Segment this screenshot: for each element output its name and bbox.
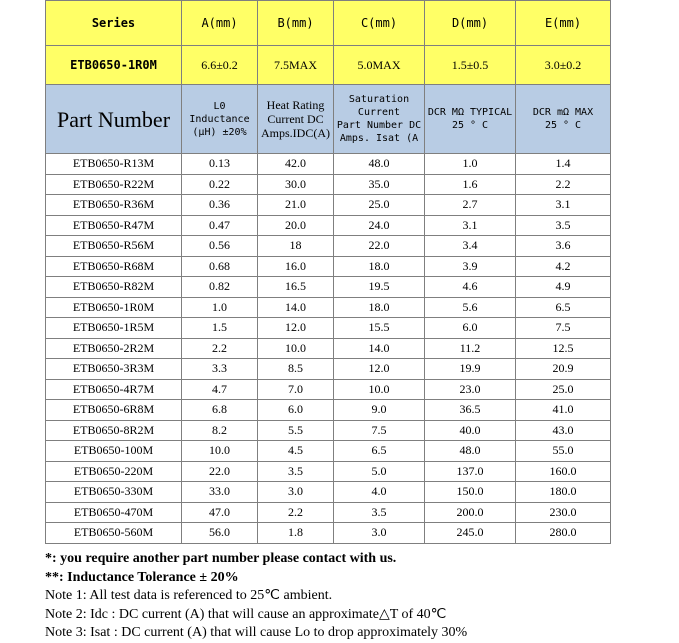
saturation-cell: 18.0 (334, 297, 425, 318)
heat-rating-cell: 3.0 (258, 482, 334, 503)
part-number-cell: ETB0650-1R0M (46, 297, 182, 318)
part-number-cell: ETB0650-6R8M (46, 400, 182, 421)
series-label: Series (46, 1, 182, 46)
inductance-cell: 3.3 (182, 359, 258, 380)
heat-rating-cell: 12.0 (258, 318, 334, 339)
dcr-max-cell: 3.1 (516, 195, 611, 216)
part-number-cell: ETB0650-4R7M (46, 379, 182, 400)
dcr-typical-cell: 23.0 (425, 379, 516, 400)
heat-rating-cell: 2.2 (258, 502, 334, 523)
parameter-header-row (46, 85, 611, 154)
dcr-typical-cell: 245.0 (425, 523, 516, 544)
saturation-cell: 9.0 (334, 400, 425, 421)
inductance-cell: 1.0 (182, 297, 258, 318)
table-row (46, 174, 611, 195)
series-part-number: ETB0650-1R0M (46, 46, 182, 85)
dcr-typical-header (425, 85, 516, 154)
dcr-typical-cell: 3.9 (425, 256, 516, 277)
heat-rating-cell: 14.0 (258, 297, 334, 318)
table-row (46, 338, 611, 359)
part-number-cell: ETB0650-R68M (46, 256, 182, 277)
dcr-typical-cell: 150.0 (425, 482, 516, 503)
part-number-cell: ETB0650-R82M (46, 277, 182, 298)
dcr-max-cell: 280.0 (516, 523, 611, 544)
heat-rating-header-line: Heat Rating (266, 98, 325, 112)
part-number-cell: ETB0650-3R3M (46, 359, 182, 380)
saturation-cell: 3.0 (334, 523, 425, 544)
part-number-cell: ETB0650-R47M (46, 215, 182, 236)
heat-rating-cell: 16.5 (258, 277, 334, 298)
note-2: Note 2: Idc : DC current (A) that will cause an approximate△T of 40℃ (45, 606, 447, 622)
part-number-cell: ETB0650-470M (46, 502, 182, 523)
saturation-cell: 48.0 (334, 154, 425, 175)
dcr-typical-cell: 6.0 (425, 318, 516, 339)
inductance-header-line: L0 (213, 100, 226, 112)
inductance-cell: 0.68 (182, 256, 258, 277)
inductance-cell: 8.2 (182, 420, 258, 441)
col-d-header: D(mm) (425, 1, 516, 46)
heat-rating-cell: 4.5 (258, 441, 334, 462)
dcr-max-cell: 20.9 (516, 359, 611, 380)
notes-section (45, 550, 467, 643)
heat-rating-cell: 42.0 (258, 154, 334, 175)
part-number-cell: ETB0650-100M (46, 441, 182, 462)
inductance-cell: 10.0 (182, 441, 258, 462)
part-number-cell: ETB0650-330M (46, 482, 182, 503)
inductance-header-line: Inductance (189, 113, 250, 125)
dcr-max-header-line: DCR mΩ MAX (532, 107, 594, 118)
part-number-cell: ETB0650-560M (46, 523, 182, 544)
dim-d-value: 1.5±0.5 (425, 46, 516, 85)
inductance-cell: 4.7 (182, 379, 258, 400)
table-row (46, 441, 611, 462)
heat-rating-cell: 6.0 (258, 400, 334, 421)
part-number-cell: ETB0650-220M (46, 461, 182, 482)
dcr-max-cell: 6.5 (516, 297, 611, 318)
table-row (46, 277, 611, 298)
inductance-cell: 47.0 (182, 502, 258, 523)
saturation-cell: 12.0 (334, 359, 425, 380)
dcr-max-cell: 41.0 (516, 400, 611, 421)
table-row (46, 400, 611, 421)
table-row (46, 502, 611, 523)
dcr-max-cell: 7.5 (516, 318, 611, 339)
dcr-typical-cell: 40.0 (425, 420, 516, 441)
table-row (46, 359, 611, 380)
dcr-max-cell: 55.0 (516, 441, 611, 462)
table-row (46, 318, 611, 339)
saturation-cell: 22.0 (334, 236, 425, 257)
dcr-max-header-line: 25 ° C (544, 120, 582, 131)
inductance-cell: 0.82 (182, 277, 258, 298)
dcr-typical-header-line: DCR MΩ TYPICAL (427, 107, 513, 118)
heat-rating-header-line: Current DC (267, 112, 324, 126)
heat-rating-cell: 3.5 (258, 461, 334, 482)
data-rows (46, 154, 611, 544)
heat-rating-cell: 18 (258, 236, 334, 257)
inductance-cell: 1.5 (182, 318, 258, 339)
inductance-cell: 0.36 (182, 195, 258, 216)
dcr-max-cell: 160.0 (516, 461, 611, 482)
heat-rating-cell: 10.0 (258, 338, 334, 359)
saturation-cell: 35.0 (334, 174, 425, 195)
spec-table (45, 0, 611, 544)
heat-rating-cell: 5.5 (258, 420, 334, 441)
table-row (46, 154, 611, 175)
heat-rating-cell: 20.0 (258, 215, 334, 236)
inductance-cell: 6.8 (182, 400, 258, 421)
dim-b-value: 7.5MAX (258, 46, 334, 85)
saturation-header (334, 85, 425, 154)
dimension-header-row (46, 1, 611, 46)
col-c-header: C(mm) (334, 1, 425, 46)
saturation-header-line: Current (357, 107, 401, 118)
part-number-cell: ETB0650-R13M (46, 154, 182, 175)
heat-rating-cell: 21.0 (258, 195, 334, 216)
saturation-cell: 18.0 (334, 256, 425, 277)
part-number-cell: ETB0650-R22M (46, 174, 182, 195)
dcr-typical-cell: 11.2 (425, 338, 516, 359)
dcr-max-cell: 25.0 (516, 379, 611, 400)
saturation-cell: 25.0 (334, 195, 425, 216)
saturation-header-line: Amps. Isat (A (339, 133, 419, 144)
heat-rating-cell: 30.0 (258, 174, 334, 195)
dcr-max-cell: 2.2 (516, 174, 611, 195)
table-row (46, 461, 611, 482)
saturation-cell: 10.0 (334, 379, 425, 400)
saturation-header-line: Part Number DC (336, 120, 422, 131)
saturation-cell: 6.5 (334, 441, 425, 462)
table-row (46, 256, 611, 277)
dcr-typical-cell: 19.9 (425, 359, 516, 380)
table-row (46, 195, 611, 216)
saturation-cell: 5.0 (334, 461, 425, 482)
note-3: Note 3: Isat : DC current (A) that will cause Lo to drop approximately 30% (45, 625, 468, 640)
inductance-cell: 0.56 (182, 236, 258, 257)
part-number-cell: ETB0650-1R5M (46, 318, 182, 339)
dcr-typical-cell: 3.4 (425, 236, 516, 257)
dim-c-value: 5.0MAX (334, 46, 425, 85)
part-number-cell: ETB0650-2R2M (46, 338, 182, 359)
dcr-max-cell: 230.0 (516, 502, 611, 523)
inductance-cell: 33.0 (182, 482, 258, 503)
dcr-max-header (516, 85, 611, 154)
saturation-cell: 15.5 (334, 318, 425, 339)
saturation-cell: 3.5 (334, 502, 425, 523)
part-number-header: Part Number (46, 85, 182, 154)
table-row (46, 379, 611, 400)
dcr-max-cell: 3.6 (516, 236, 611, 257)
note-tolerance: **: Inductance Tolerance ± 20% (45, 569, 239, 585)
col-b-header: B(mm) (258, 1, 334, 46)
dcr-max-cell: 43.0 (516, 420, 611, 441)
note-contact: *: you require another part number please contact with us. (45, 551, 397, 566)
dcr-typical-cell: 2.7 (425, 195, 516, 216)
inductance-cell: 2.2 (182, 338, 258, 359)
saturation-cell: 4.0 (334, 482, 425, 503)
dcr-typical-cell: 1.6 (425, 174, 516, 195)
saturation-cell: 14.0 (334, 338, 425, 359)
col-a-header: A(mm) (182, 1, 258, 46)
table-row (46, 236, 611, 257)
dcr-typical-cell: 4.6 (425, 277, 516, 298)
heat-rating-header-line: Amps.IDC(A) (261, 126, 330, 140)
dcr-typical-cell: 36.5 (425, 400, 516, 421)
part-number-cell: ETB0650-R36M (46, 195, 182, 216)
dcr-typical-cell: 1.0 (425, 154, 516, 175)
dcr-max-cell: 180.0 (516, 482, 611, 503)
saturation-cell: 24.0 (334, 215, 425, 236)
dcr-typical-header-line: 25 ° C (451, 120, 489, 131)
heat-rating-header (258, 85, 334, 154)
dcr-typical-cell: 137.0 (425, 461, 516, 482)
dcr-typical-cell: 5.6 (425, 297, 516, 318)
saturation-cell: 19.5 (334, 277, 425, 298)
part-number-cell: ETB0650-R56M (46, 236, 182, 257)
table-row (46, 523, 611, 544)
inductance-cell: 0.47 (182, 215, 258, 236)
saturation-cell: 7.5 (334, 420, 425, 441)
inductance-cell: 0.22 (182, 174, 258, 195)
table-row (46, 482, 611, 503)
inductance-cell: 22.0 (182, 461, 258, 482)
part-number-cell: ETB0650-8R2M (46, 420, 182, 441)
dcr-max-cell: 3.5 (516, 215, 611, 236)
table-row (46, 215, 611, 236)
dcr-max-cell: 12.5 (516, 338, 611, 359)
dcr-max-cell: 4.2 (516, 256, 611, 277)
heat-rating-cell: 1.8 (258, 523, 334, 544)
dcr-typical-cell: 48.0 (425, 441, 516, 462)
table-row (46, 420, 611, 441)
inductance-cell: 56.0 (182, 523, 258, 544)
dcr-max-cell: 4.9 (516, 277, 611, 298)
series-dimension-row (46, 46, 611, 85)
note-1: Note 1: All test data is referenced to 25℃ ambient. (45, 588, 333, 603)
heat-rating-cell: 8.5 (258, 359, 334, 380)
heat-rating-cell: 7.0 (258, 379, 334, 400)
dim-e-value: 3.0±0.2 (516, 46, 611, 85)
inductance-cell: 0.13 (182, 154, 258, 175)
inductance-header-line: (μH) ±20% (192, 126, 247, 138)
col-e-header: E(mm) (516, 1, 611, 46)
saturation-header-line: Saturation (348, 94, 410, 105)
table-row (46, 297, 611, 318)
dcr-typical-cell: 200.0 (425, 502, 516, 523)
heat-rating-cell: 16.0 (258, 256, 334, 277)
dim-a-value: 6.6±0.2 (182, 46, 258, 85)
dcr-max-cell: 1.4 (516, 154, 611, 175)
inductance-header (182, 85, 258, 154)
dcr-typical-cell: 3.1 (425, 215, 516, 236)
